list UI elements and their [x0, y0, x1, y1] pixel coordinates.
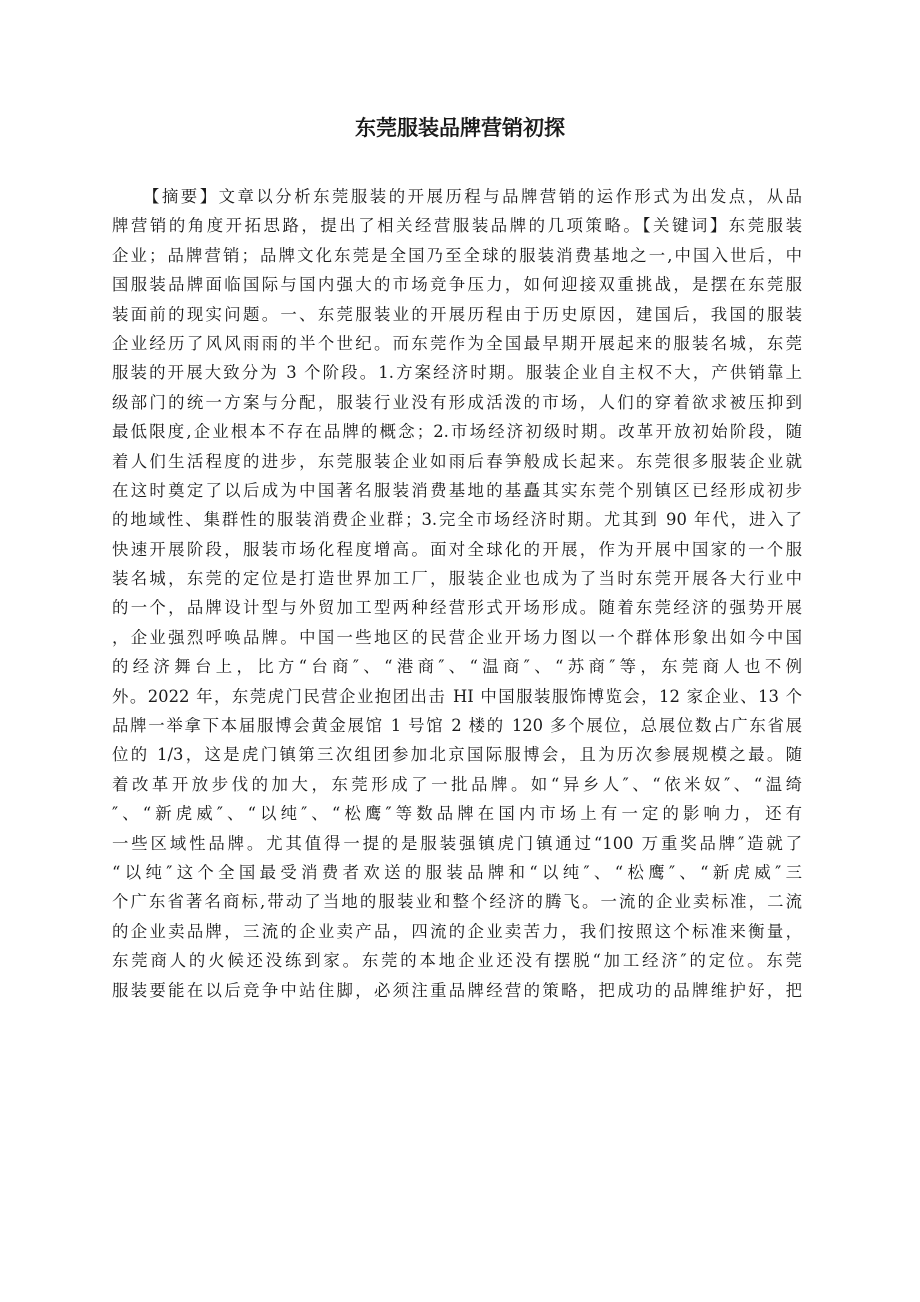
body-line: 装面前的现实问题。一、东莞服装业的开展历程由于历史原因，建国后，我国的服装 [112, 304, 802, 324]
body-line: 企业；品牌营销；品牌文化东莞是全国乃至全球的服装消费基地之一,中国入世后，中 [112, 245, 802, 265]
body-line: 【摘要】文章以分析东莞服装的开展历程与品牌营销的运作形式为出发点，从品 [143, 187, 802, 206]
body-line: 外。2022 年，东莞虎门民营企业抱团出击 HI 中国服装服饰博览会，12 家企业、13 个 [112, 686, 802, 706]
body-line: 个广东省著名商标,带动了当地的服装业和整个经济的腾飞。一流的企业卖标准，二流 [112, 892, 802, 912]
body-line: 的经济舞台上，比方“台商″、“港商″、“温商″、“苏商″等，东莞商人也不例 [112, 657, 802, 677]
body-line: 在这时奠定了以后成为中国著名服装消费基地的基矗其实东莞个别镇区已经形成初步 [112, 480, 802, 500]
body-line: 级部门的统一方案与分配，服装行业没有形成活泼的市场，人们的穿着欲求被压抑到 [112, 392, 802, 412]
body-line: 东莞商人的火候还没练到家。东莞的本地企业还没有摆脱“加工经济″的定位。东莞 [112, 951, 802, 971]
document-title: 东莞服装品牌营销初探 [355, 115, 565, 140]
body-line: ，企业强烈呼唤品牌。中国一些地区的民营企业开场力图以一个群体形象出如今中国 [112, 627, 802, 647]
body-line: 品牌一举拿下本届服博会黄金展馆 1 号馆 2 楼的 120 多个展位，总展位数占广东省展 [112, 716, 802, 736]
body-line: 最低限度,企业根本不存在品牌的概念；2.市场经济初级时期。改革开放初始阶段，随 [112, 422, 802, 442]
body-line: 国服装品牌面临国际与国内强大的市场竞争压力，如何迎接双重挑战，是摆在东莞服 [112, 275, 802, 295]
body-line: 装名城，东莞的定位是打造世界加工厂，服装企业也成为了当时东莞开展各大行业中 [112, 569, 802, 589]
document-body [112, 182, 802, 1005]
body-line: ″、“新虎威″、“以纯″、“松鹰″等数品牌在国内市场上有一定的影响力，还有 [112, 804, 802, 824]
body-line: 服装的开展大致分为 3 个阶段。1.方案经济时期。服装企业自主权不大，产供销靠上 [112, 363, 802, 383]
body-line: 位的 1/3，这是虎门镇第三次组团参加北京国际服博会，且为历次参展规模之最。随 [112, 745, 802, 765]
body-line: 企业经历了风风雨雨的半个世纪。而东莞作为全国最早期开展起来的服装名城，东莞 [112, 333, 802, 353]
body-line: “以纯″这个全国最受消费者欢送的服装品牌和“以纯″、“松鹰″、“新虎威″三 [112, 862, 802, 882]
body-line: 的企业卖品牌，三流的企业卖产品，四流的企业卖苦力，我们按照这个标准来衡量， [112, 921, 802, 941]
body-line: 一些区域性品牌。尤其值得一提的是服装强镇虎门镇通过“100 万重奖品牌″造就了 [112, 833, 802, 853]
body-line: 服装要能在以后竞争中站住脚，必须注重品牌经营的策略，把成功的品牌维护好，把 [112, 980, 802, 1000]
body-line: 牌营销的角度开拓思路，提出了相关经营服装品牌的几项策略。【关键词】东莞服装 [112, 216, 802, 236]
body-line: 着人们生活程度的进步，东莞服装企业如雨后春笋般成长起来。东莞很多服装企业就 [112, 451, 802, 471]
body-line: 快速开展阶段，服装市场化程度增高。面对全球化的开展，作为开展中国家的一个服 [112, 539, 802, 559]
body-line: 着改革开放步伐的加大，东莞形成了一批品牌。如“异乡人″、“依米奴″、“温绮 [112, 774, 802, 794]
body-line: 的一个，品牌设计型与外贸加工型两种经营形式开场形成。随着东莞经济的强势开展 [112, 598, 802, 618]
body-line: 的地域性、集群性的服装消费企业群；3.完全市场经济时期。尤其到 90 年代，进入了 [112, 510, 802, 530]
